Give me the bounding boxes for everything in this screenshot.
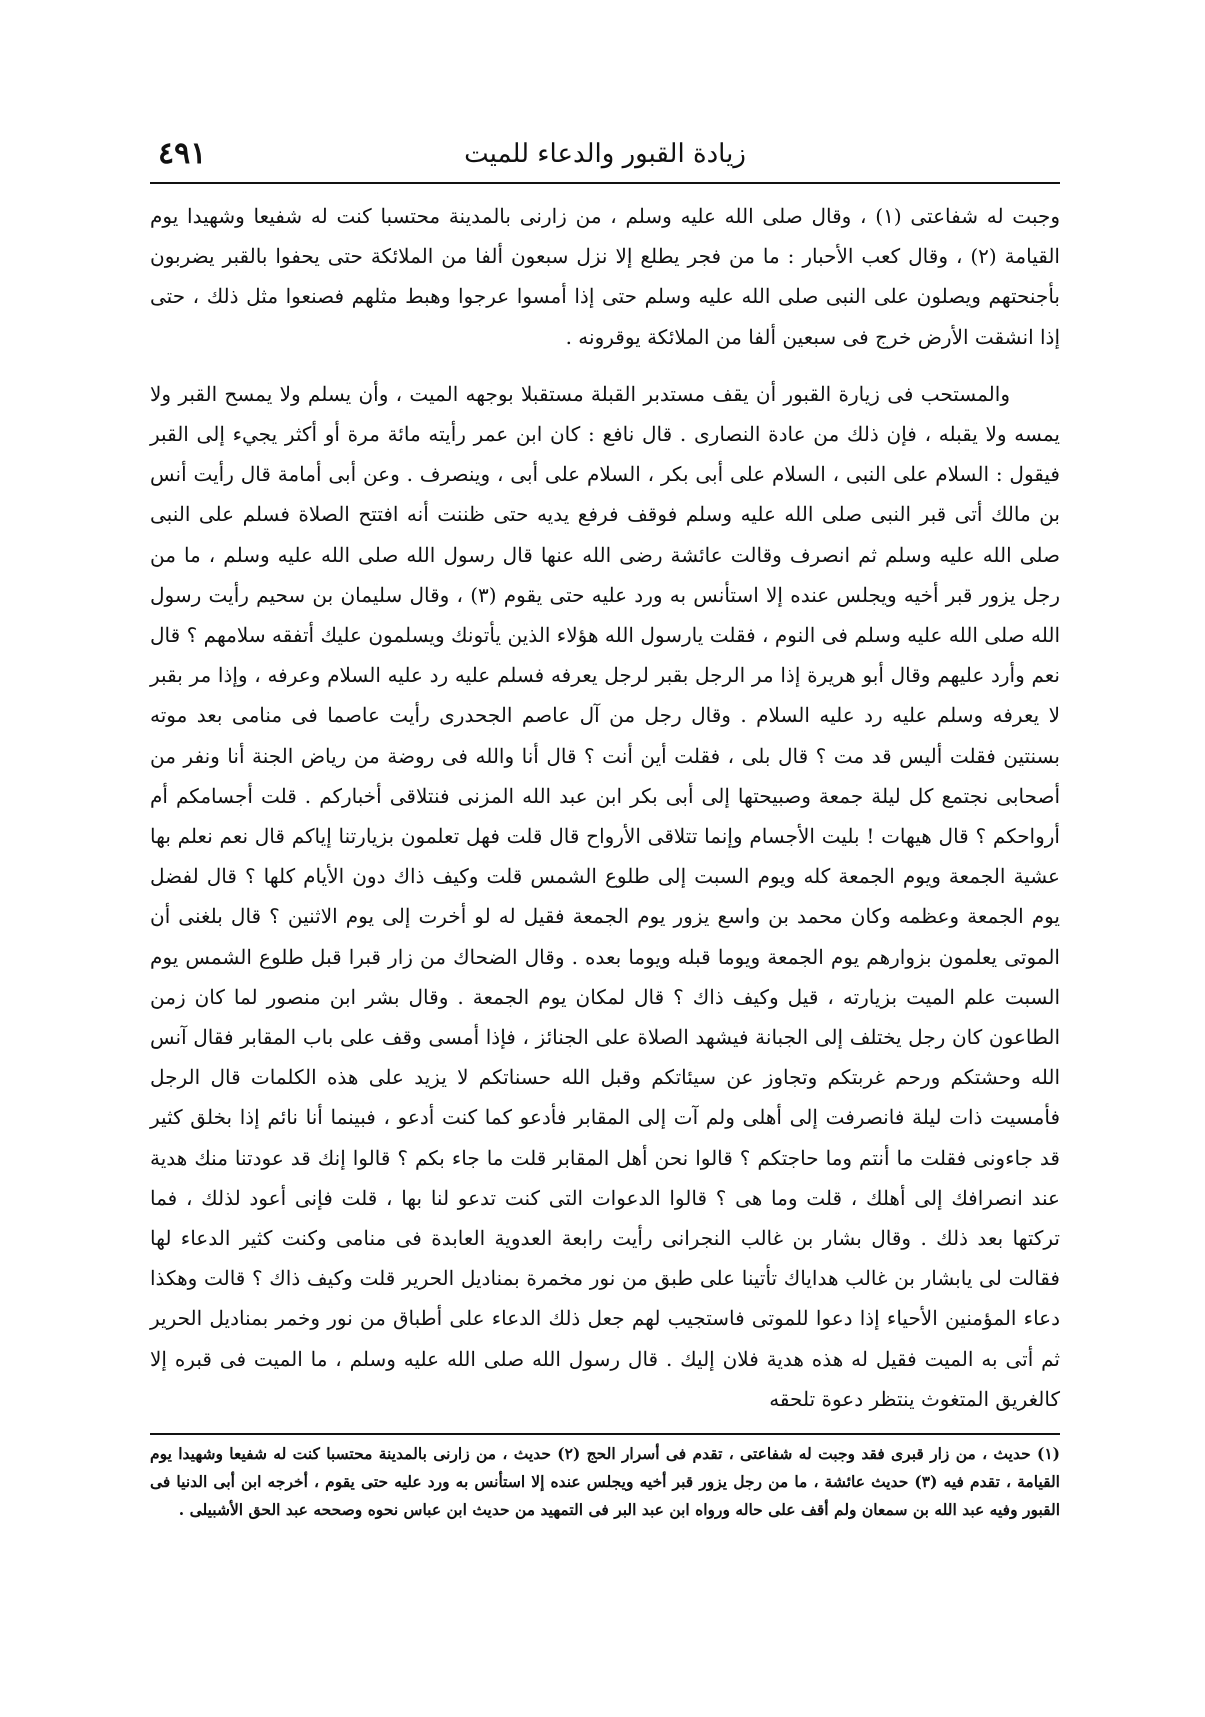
paragraph: وجبت له شفاعتى (١) ، وقال صلى الله عليه وسلم ، من زارنى بالمدينة محتسبا كنت له شفيعا وشهيدا يوم القيامة (٢) ، وقال كعب الأحبار : ما من فجر يطلع إلا نزل سبعون ألفا من الملائكة حتى يحفوا بالقبر يضربون بأجنحتهم ويصلون على النبى صلى الله عليه وسلم حتى إذا أمسوا عرجوا وهبط مثلهم فصنعوا مثل ذلك ، حتى إذا انشقت الأرض خرج فى سبعين ألفا من الملائكة يوقرونه .: [150, 204, 1061, 349]
page-number: ٤٩١: [158, 136, 207, 171]
header-divider: [150, 182, 1060, 184]
footnotes: [150, 1440, 1060, 1524]
running-title: زيادة القبور والدعاء للميت: [464, 139, 746, 169]
page-header: [150, 132, 1060, 178]
footnote-divider: [150, 1433, 1060, 1435]
main-text: [150, 196, 1060, 1419]
footnote-text: (١) حديث ، من زار قبرى فقد وجبت له شفاعتى ، تقدم فى أسرار الحج (٢) حديث ، من زارنى بالمدينة محتسبا كنت له شفيعا وشهيدا يوم القيامة ، تقدم فيه (٣) حديث عائشة ، ما من رجل يزور قبر أخيه ويجلس عنده إلا استأنس به ورد عليه حتى يقوم ، أخرجه ابن أبى الدنيا فى القبور وفيه عبد الله بن سمعان ولم أقف على حاله ورواه ابن عبد البر فى التمهيد من حديث ابن عباس نحوه وصححه عبد الحق الأشبيلى .: [150, 1444, 1060, 1519]
paragraph: والمستحب فى زيارة القبور أن يقف مستدبر القبلة مستقبلا بوجهه الميت ، وأن يسلم ولا يمسح القبر ولا يمسه ولا يقبله ، فإن ذلك من عادة النصارى . قال نافع : كان ابن عمر رأيته مائة مرة أو أكثر يجيء إلى القبر فيقول : السلام على النبى ، السلام على أبى بكر ، السلام على أبى ، وينصرف . وعن أبى أمامة قال رأيت أنس بن مالك أتى قبر النبى صلى الله عليه وسلم فوقف فرفع يديه حتى ظننت أنه افتتح الصلاة فسلم على النبى صلى الله عليه وسلم ثم انصرف وقالت عائشة رضى الله عنها قال رسول الله صلى الله عليه وسلم ، ما من رجل يزور قبر أخيه ويجلس عنده إلا استأنس به ورد عليه حتى يقوم (٣) ، وقال سليمان بن سحيم رأيت رسول الله صلى الله عليه وسلم فى النوم ، فقلت يارسول الله هؤلاء الذين يأتونك ويسلمون عليك أتفقه سلامهم ؟ قال نعم وأرد عليهم وقال أبو هريرة إذا مر الرجل بقبر لرجل يعرفه فسلم عليه رد عليه السلام وعرفه ، وإذا مر بقبر لا يعرفه وسلم عليه رد عليه السلام . وقال رجل من آل عاصم الجحدرى رأيت عاصما فى منامى بعد موته بسنتين فقلت أليس قد مت ؟ قال بلى ، فقلت أين أنت ؟ قال أنا والله فى روضة من رياض الجنة أنا ونفر من أصحابى نجتمع كل ليلة جمعة وصبيحتها إلى أبى بكر ابن عبد الله المزنى فنتلاقى أخباركم . قلت أجسامكم أم أرواحكم ؟ قال هيهات ! بليت الأجسام وإنما تتلاقى الأرواح قال قلت فهل تعلمون بزيارتنا إياكم قال نعم نعلم بها عشية الجمعة ويوم الجمعة كله ويوم السبت إلى طلوع الشمس قلت وكيف ذاك دون الأيام كلها ؟ قال لفضل يوم الجمعة وعظمه وكان محمد بن واسع يزور يوم الجمعة فقيل له لو أخرت إلى يوم الاثنين ؟ قال بلغنى أن الموتى يعلمون بزوارهم يوم الجمعة ويوما قبله ويوما بعده . وقال الضحاك من زار قبرا قبل طلوع الشمس يوم السبت علم الميت بزيارته ، قيل وكيف ذاك ؟ قال لمكان يوم الجمعة . وقال بشر ابن منصور لما كان زمن الطاعون كان رجل يختلف إلى الجبانة فيشهد الصلاة على الجنائز ، فإذا أمسى وقف على باب المقابر فقال آنس الله وحشتكم ورحم غربتكم وتجاوز عن سيئاتكم وقبل الله حسناتكم لا يزيد على هذه الكلمات قال الرجل فأمسيت ذات ليلة فانصرفت إلى أهلى ولم آت إلى المقابر فأدعو كما كنت أدعو ، فبينما أنا نائم إذا بخلق كثير قد جاءونى فقلت ما أنتم وما حاجتكم ؟ قالوا نحن أهل المقابر قلت ما جاء بكم ؟ قالوا إنك قد عودتنا منك هدية عند انصرافك إلى أهلك ، قلت وما هى ؟ قالوا الدعوات التى كنت تدعو لنا بها ، قلت فإنى أعود لذلك ، فما تركتها بعد ذلك . وقال بشار بن غالب النجرانى رأيت رابعة العدوية العابدة فى منامى وكنت كثير الدعاء لها فقالت لى يابشار بن غالب هداياك تأتينا على طبق من نور مخمرة بمناديل الحرير قلت وكيف ذاك ؟ قالت وهكذا دعاء المؤمنين الأحياء إذا دعوا للموتى فاستجيب لهم جعل ذلك الدعاء على أطباق من نور وخمر بمناديل الحرير ثم أتى به الميت فقيل له هذه هدية فلان إليك . قال رسول الله صلى الله عليه وسلم ، ما الميت فى قبره إلا كالغريق المتغوث ينتظر دعوة تلحقه: [150, 381, 1061, 1411]
